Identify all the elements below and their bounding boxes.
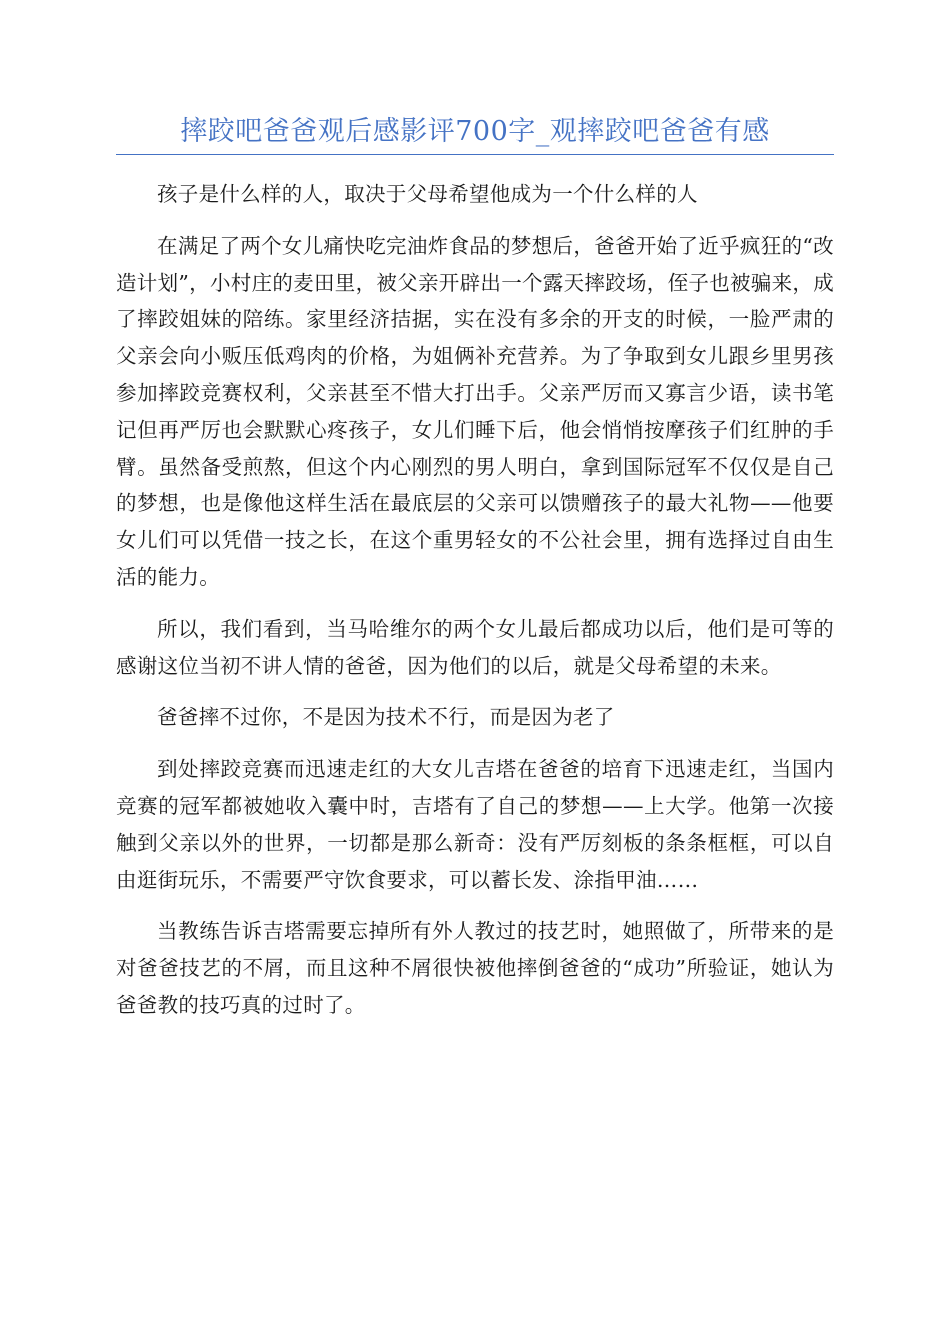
paragraph-1: 孩子是什么样的人，取决于父母希望他成为一个什么样的人 (157, 182, 698, 206)
paragraph-6: 当教练告诉吉塔需要忘掉所有外人教过的技艺时，她照做了，所带来的是对爸爸技艺的不屑，而且这种不屑很快被他摔倒爸爸的“成功”所验证，她认为爸爸教的技巧真的过时了。 (116, 919, 834, 1017)
paragraph-4: 爸爸摔不过你，不是因为技术不行，而是因为老了 (157, 705, 615, 730)
paragraph-2: 在满足了两个女儿痛快吃完油炸食品的梦想后，爸爸开始了近乎疯狂的“改造计划”，小村庄的麦田里，被父亲开辟出一个露天摔跤场，侄子也被骗来，成了摔跤姐妹的陪练。家里经济拮据，实在没有多余的开支的时候，一脸严肃的父亲会向小贩压低鸡肉的价格，为姐俩补充营养。为了争取到女儿跟乡里男孩参加摔跤竞赛权利，父亲甚至不惜大打出手。父亲严厉而又寡言少语，读书笔记但再严厉也会默默心疼孩子，女儿们睡下后，他会悄悄按摩孩子们红肿的手臂。虽然备受煎熬，但这个内心刚烈的男人明白，拿到国际冠军不仅仅是自己的梦想，也是像他这样生活在最底层的父亲可以馈赠孩子的最大礼物——他要女儿们可以凭借一技之长，在这个重男轻女的不公社会里，拥有选择过自由生活的能力。 (116, 233, 834, 589)
paragraph-5: 到处摔跤竞赛而迅速走红的大女儿吉塔在爸爸的培育下迅速走红，当国内竞赛的冠军都被她收入囊中时，吉塔有了自己的梦想——上大学。他第一次接触到父亲以外的世界，一切都是那么新奇：没有严厉刻板的条条框框，可以自由逛街玩乐，不需要严守饮食要求，可以蓄长发、涂指甲油…… (116, 757, 834, 892)
title-underline (116, 154, 834, 155)
paragraph-3: 所以，我们看到，当马哈维尔的两个女儿最后都成功以后，他们是可等的感谢这位当初不讲人情的爸爸，因为他们的以后，就是父母希望的未来。 (116, 616, 834, 678)
document-title: 摔跤吧爸爸观后感影评700字_观摔跤吧爸爸有感 (180, 116, 770, 147)
document-body (116, 176, 834, 1039)
